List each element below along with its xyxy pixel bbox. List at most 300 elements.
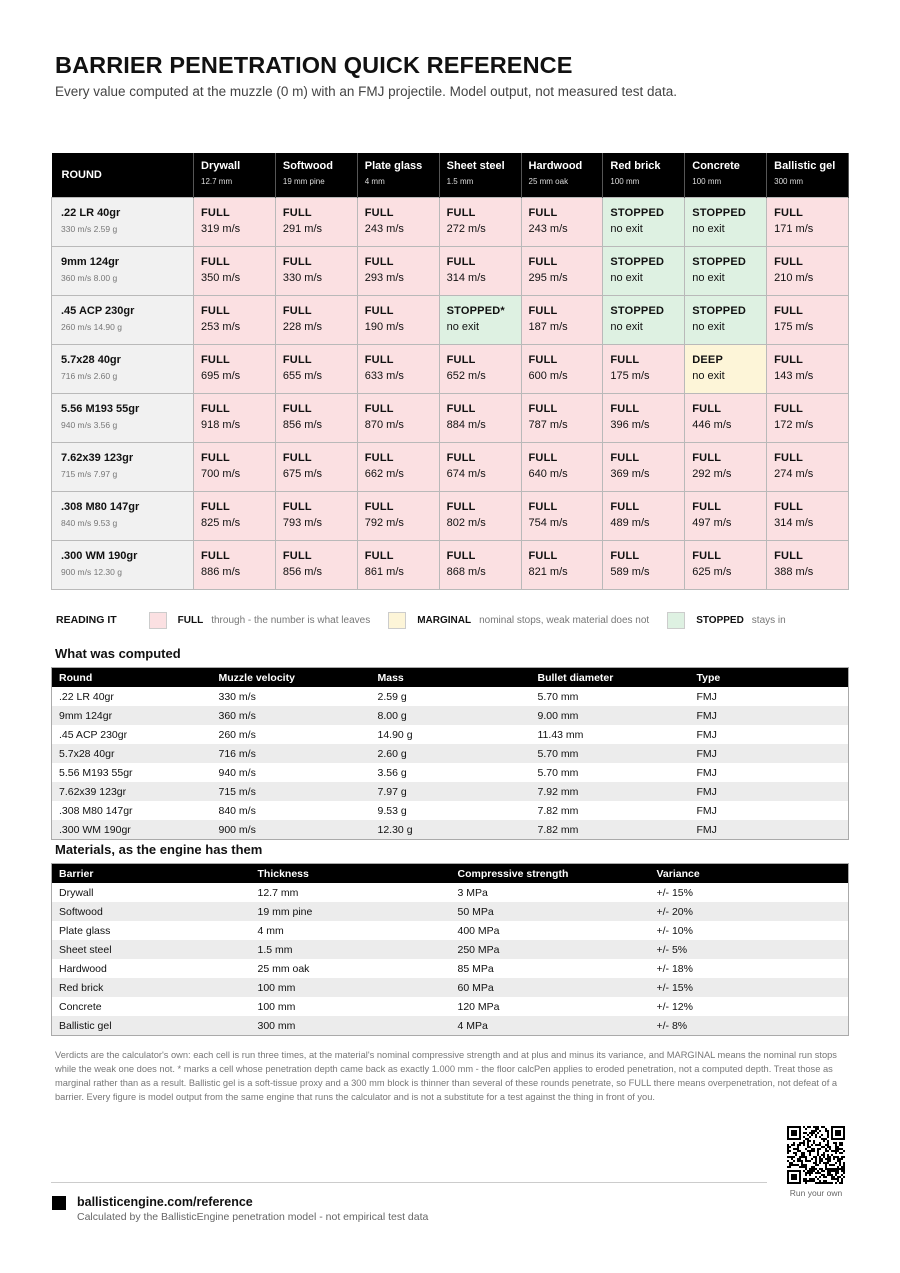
verdict-label: FULL — [610, 402, 640, 415]
exit-value: 652 m/s — [446, 369, 486, 382]
material-spec: 1.5 mm — [446, 177, 474, 186]
exit-value: 243 m/s — [364, 222, 404, 235]
verdict-cell — [767, 393, 849, 442]
verdict-cell — [439, 442, 521, 491]
verdict-cell — [603, 295, 685, 344]
verdict-label: FULL — [528, 255, 558, 268]
exit-value: 489 m/s — [610, 516, 650, 529]
table-cell: 25 mm oak — [257, 962, 310, 975]
exit-value: 190 m/s — [364, 320, 404, 333]
legend-desc-stopped: stays in — [751, 614, 786, 626]
verdict-label: FULL — [364, 255, 394, 268]
verdict-cell — [521, 295, 603, 344]
table-cell: .22 LR 40gr — [59, 690, 114, 703]
verdict-label: FULL — [774, 500, 804, 513]
exit-value: 886 m/s — [201, 565, 241, 578]
material-header — [685, 153, 767, 197]
material-spec: 100 mm — [610, 177, 640, 186]
material-header — [439, 153, 521, 197]
verdict-cell — [603, 491, 685, 540]
column-header: Barrier — [52, 864, 251, 884]
methodology-note: Verdicts are the calculator's own: each cell is run three times, at the material's nominal compressive strength and at plus and minus its variance, and MARGINAL means the nominal run stops while the weak one does not. * marks a cell whose penetration depth came back as exactly 1.000 mm - the floor calcPen applies to eroded penetration, not a computed depth. Treat those as marginal rather than as a result. Ballistic gel is a soft-tissue proxy and a 300 mm block is thinner than several of these rounds penetrate, so FULL there means overpenetration, not defeat of a barrier. Every figure is model output from the same engine that runs the calculator and is not a substitute for a test against the thing in front of you. — [55, 1050, 838, 1102]
verdict-cell — [194, 491, 276, 540]
verdict-cell — [275, 246, 357, 295]
table-cell: Concrete — [59, 1000, 102, 1013]
verdict-label: FULL — [446, 402, 476, 415]
verdict-cell — [275, 295, 357, 344]
table-cell: +/- 18% — [656, 962, 693, 975]
table-cell: 60 MPa — [451, 978, 650, 997]
verdict-cell — [357, 393, 439, 442]
legend — [56, 610, 804, 630]
verdict-label: FULL — [364, 353, 394, 366]
material-spec: 4 mm — [364, 177, 385, 186]
exit-value: 589 m/s — [610, 565, 650, 578]
verdict-label: FULL — [446, 353, 476, 366]
exit-value: 640 m/s — [528, 467, 568, 480]
legend-key-full: FULL — [177, 614, 204, 626]
verdict-cell — [439, 393, 521, 442]
exit-value: 314 m/s — [774, 516, 814, 529]
material-spec: 19 mm pine — [282, 177, 325, 186]
exit-value: 695 m/s — [201, 369, 241, 382]
verdict-label: FULL — [364, 402, 394, 415]
verdict-cell — [767, 344, 849, 393]
matrix-row — [52, 442, 849, 491]
table-row — [52, 997, 849, 1016]
verdict-label: FULL — [610, 451, 640, 464]
round-cell — [52, 197, 194, 246]
verdict-cell — [357, 491, 439, 540]
verdict-label: FULL — [774, 304, 804, 317]
round-name: .45 ACP 230gr — [61, 304, 135, 317]
verdict-cell — [194, 442, 276, 491]
exit-value: 274 m/s — [774, 467, 814, 480]
verdict-label: FULL — [610, 549, 640, 562]
table-row — [52, 883, 849, 902]
verdict-cell — [767, 197, 849, 246]
material-name: Sheet steel — [446, 160, 505, 172]
table-cell: 12.7 mm — [257, 886, 299, 899]
legend-desc-full: through - the number is what leaves — [211, 614, 371, 626]
material-name: Red brick — [610, 160, 661, 172]
exit-value: 861 m/s — [364, 565, 404, 578]
table-cell: FMJ — [696, 690, 717, 703]
column-header: Bullet diameter — [531, 668, 690, 688]
exit-value: 633 m/s — [364, 369, 404, 382]
verdict-cell — [603, 442, 685, 491]
material-name: Ballistic gel — [774, 160, 836, 172]
material-header — [603, 153, 685, 197]
verdict-label: FULL — [774, 206, 804, 219]
material-header — [767, 153, 849, 197]
verdict-label: FULL — [282, 500, 312, 513]
exit-value: 396 m/s — [610, 418, 650, 431]
table-cell: 2.60 g — [371, 744, 531, 763]
exit-value: 870 m/s — [364, 418, 404, 431]
verdict-label: FULL — [446, 500, 476, 513]
table-cell: 330 m/s — [218, 690, 256, 703]
table-cell: 7.97 g — [371, 782, 531, 801]
table-cell: Drywall — [59, 886, 94, 899]
verdict-cell — [685, 393, 767, 442]
table-cell: 940 m/s — [218, 766, 256, 779]
round-cell — [52, 393, 194, 442]
verdict-label: FULL — [201, 206, 230, 219]
table-row — [52, 902, 849, 921]
computed-table — [51, 667, 849, 840]
table-cell: .308 M80 147gr — [59, 804, 133, 817]
table-cell: 360 m/s — [212, 706, 371, 725]
verdict-cell — [767, 491, 849, 540]
exit-value: 825 m/s — [201, 516, 241, 529]
verdict-cell — [275, 540, 357, 589]
verdict-label: FULL — [364, 549, 394, 562]
verdict-cell — [439, 197, 521, 246]
verdict-cell — [685, 295, 767, 344]
verdict-cell — [357, 197, 439, 246]
exit-value: 171 m/s — [774, 222, 814, 235]
verdict-cell — [275, 197, 357, 246]
exit-value: no exit — [692, 369, 725, 382]
verdict-cell — [439, 246, 521, 295]
verdict-label: FULL — [364, 451, 394, 464]
verdict-label: FULL — [201, 451, 230, 464]
exit-value: 793 m/s — [282, 516, 323, 529]
verdict-cell — [194, 197, 276, 246]
exit-value: no exit — [692, 271, 725, 284]
verdict-label: FULL — [446, 255, 476, 268]
exit-value: 856 m/s — [282, 565, 323, 578]
material-spec: 300 mm — [774, 177, 804, 186]
brand-square-icon — [52, 1196, 66, 1210]
table-cell: +/- 12% — [656, 1000, 693, 1013]
verdict-cell — [685, 344, 767, 393]
matrix-row — [52, 344, 849, 393]
material-header — [275, 153, 357, 197]
verdict-label: FULL — [774, 549, 804, 562]
verdict-cell — [194, 344, 276, 393]
verdict-label: STOPPED — [692, 304, 747, 317]
table-cell: 85 MPa — [457, 962, 494, 975]
verdict-cell — [275, 442, 357, 491]
table-cell: +/- 20% — [650, 902, 849, 921]
verdict-label: FULL — [528, 353, 558, 366]
verdict-cell — [521, 197, 603, 246]
computed-heading: What was computed — [55, 646, 181, 661]
table-cell: 3.56 g — [377, 766, 407, 779]
legend-title: READING IT — [56, 614, 117, 626]
verdict-label: FULL — [610, 500, 640, 513]
verdict-label: FULL — [364, 304, 394, 317]
round-cell — [52, 344, 194, 393]
exit-value: no exit — [610, 271, 643, 284]
verdict-cell — [521, 491, 603, 540]
verdict-label: STOPPED — [692, 206, 747, 219]
page-title: BARRIER PENETRATION QUICK REFERENCE — [55, 52, 573, 78]
legend-desc-marginal: nominal stops, weak material does not — [479, 614, 650, 626]
verdict-label: FULL — [282, 402, 312, 415]
table-cell: 5.70 mm — [537, 766, 579, 779]
table-cell: 12.30 g — [371, 820, 531, 840]
footer-divider — [51, 1182, 767, 1183]
material-name: Concrete — [692, 160, 740, 172]
table-cell: 100 mm — [257, 1000, 296, 1013]
penetration-matrix — [51, 153, 849, 590]
verdict-cell — [521, 344, 603, 393]
verdict-label: FULL — [692, 402, 722, 415]
column-header: Thickness — [251, 864, 451, 884]
matrix-corner-header: ROUND — [52, 153, 194, 197]
table-cell: 840 m/s — [218, 804, 256, 817]
table-cell: 9mm 124gr — [52, 706, 212, 725]
verdict-label: FULL — [201, 402, 230, 415]
legend-key-marginal: MARGINAL — [417, 614, 472, 626]
table-cell: 7.92 mm — [531, 782, 690, 801]
table-cell: 3 MPa — [457, 886, 488, 899]
table-cell: 5.7x28 40gr — [52, 744, 212, 763]
exit-value: 802 m/s — [446, 516, 486, 529]
verdict-cell — [767, 540, 849, 589]
round-name: .300 WM 190gr — [61, 549, 138, 562]
exit-value: 291 m/s — [282, 222, 323, 235]
exit-value: 314 m/s — [446, 271, 486, 284]
verdict-label: FULL — [774, 451, 804, 464]
exit-value: 175 m/s — [610, 369, 650, 382]
round-name: .22 LR 40gr — [61, 206, 121, 219]
verdict-label: FULL — [446, 549, 476, 562]
verdict-label: DEEP — [692, 353, 724, 366]
table-cell: .45 ACP 230gr — [59, 728, 128, 741]
table-cell: 1.5 mm — [251, 940, 451, 959]
verdict-label: FULL — [528, 402, 558, 415]
verdict-label: STOPPED — [610, 206, 665, 219]
exit-value: 662 m/s — [364, 467, 404, 480]
exit-value: 792 m/s — [364, 516, 404, 529]
table-row — [52, 744, 849, 763]
round-name: 5.7x28 40gr — [61, 353, 121, 366]
matrix-row — [52, 295, 849, 344]
verdict-label: FULL — [528, 451, 558, 464]
material-name: Plate glass — [364, 160, 423, 172]
matrix-row — [52, 246, 849, 295]
table-cell: FMJ — [690, 782, 849, 801]
verdict-cell — [357, 246, 439, 295]
verdict-cell — [275, 393, 357, 442]
footer-credit: Calculated by the BallisticEngine penetration model - not empirical test data — [77, 1211, 429, 1223]
round-stats: 900 m/s 12.30 g — [61, 566, 122, 577]
verdict-cell — [521, 540, 603, 589]
material-name: Softwood — [282, 160, 333, 172]
exit-value: 884 m/s — [446, 418, 486, 431]
matrix-row — [52, 197, 849, 246]
round-cell — [52, 295, 194, 344]
table-cell: 716 m/s — [212, 744, 371, 763]
column-header: Variance — [650, 864, 849, 884]
table-cell: FMJ — [696, 766, 717, 779]
exit-value: no exit — [692, 222, 725, 235]
verdict-cell — [439, 540, 521, 589]
matrix-row — [52, 540, 849, 589]
verdict-cell — [357, 344, 439, 393]
material-spec: 100 mm — [692, 177, 722, 186]
table-cell: 11.43 mm — [537, 728, 584, 741]
verdict-label: FULL — [282, 304, 312, 317]
verdict-cell — [603, 393, 685, 442]
verdict-label: FULL — [774, 255, 804, 268]
exit-value: 253 m/s — [201, 320, 241, 333]
verdict-cell — [194, 393, 276, 442]
table-cell: 2.59 g — [377, 690, 407, 703]
verdict-label: FULL — [364, 206, 394, 219]
exit-value: 292 m/s — [692, 467, 732, 480]
table-cell: 260 m/s — [218, 728, 256, 741]
verdict-cell — [194, 246, 276, 295]
verdict-cell — [439, 295, 521, 344]
exit-value: 754 m/s — [528, 516, 568, 529]
exit-value: 655 m/s — [282, 369, 323, 382]
verdict-label: FULL — [446, 451, 476, 464]
verdict-cell — [767, 442, 849, 491]
table-row — [52, 687, 849, 706]
verdict-label: FULL — [528, 500, 558, 513]
round-stats: 940 m/s 3.56 g — [61, 419, 118, 430]
exit-value: 272 m/s — [446, 222, 486, 235]
table-cell: 715 m/s — [212, 782, 371, 801]
matrix-row — [52, 491, 849, 540]
exit-value: 295 m/s — [528, 271, 568, 284]
table-row — [52, 801, 849, 820]
verdict-cell — [275, 344, 357, 393]
qr-code-icon[interactable] — [787, 1126, 845, 1184]
verdict-cell — [439, 491, 521, 540]
verdict-label: FULL — [201, 353, 230, 366]
table-cell: 900 m/s — [212, 820, 371, 840]
footer-url-link[interactable]: ballisticengine.com/reference — [77, 1195, 253, 1209]
table-cell: 9.53 g — [377, 804, 407, 817]
table-cell: 7.62x39 123gr — [52, 782, 212, 801]
verdict-cell — [603, 197, 685, 246]
table-cell: .300 WM 190gr — [52, 820, 212, 840]
table-cell: 100 mm — [251, 978, 451, 997]
column-header: Round — [52, 668, 212, 688]
table-cell: 5.70 mm — [531, 744, 690, 763]
round-stats: 840 m/s 9.53 g — [61, 517, 118, 528]
table-cell: 120 MPa — [457, 1000, 500, 1013]
exit-value: 388 m/s — [774, 565, 814, 578]
verdict-cell — [194, 295, 276, 344]
round-name: 9mm 124gr — [61, 255, 120, 268]
exit-value: 856 m/s — [282, 418, 323, 431]
verdict-label: FULL — [692, 500, 722, 513]
verdict-cell — [357, 442, 439, 491]
table-row — [52, 921, 849, 940]
table-cell: FMJ — [690, 744, 849, 763]
table-cell: 7.82 mm — [537, 804, 579, 817]
verdict-label: FULL — [282, 549, 312, 562]
round-cell — [52, 540, 194, 589]
verdict-label: FULL — [774, 402, 804, 415]
exit-value: no exit — [692, 320, 725, 333]
exit-value: 497 m/s — [692, 516, 732, 529]
verdict-label: FULL — [446, 206, 476, 219]
table-cell: 8.00 g — [371, 706, 531, 725]
material-spec: 12.7 mm — [201, 177, 233, 186]
table-cell: 4 MPa — [451, 1016, 650, 1036]
verdict-label: STOPPED* — [446, 304, 505, 317]
exit-value: 700 m/s — [201, 467, 241, 480]
table-cell: 19 mm pine — [251, 902, 451, 921]
table-cell: Red brick — [52, 978, 251, 997]
exit-value: 319 m/s — [201, 222, 241, 235]
table-cell: FMJ — [696, 728, 717, 741]
exit-value: 787 m/s — [528, 418, 568, 431]
round-name: 5.56 M193 55gr — [61, 402, 140, 415]
table-row — [52, 763, 849, 782]
verdict-cell — [521, 393, 603, 442]
verdict-cell — [439, 344, 521, 393]
exit-value: 210 m/s — [774, 271, 814, 284]
verdict-cell — [603, 344, 685, 393]
exit-value: 228 m/s — [282, 320, 323, 333]
verdict-cell — [685, 491, 767, 540]
table-cell: +/- 10% — [656, 924, 693, 937]
verdict-cell — [357, 295, 439, 344]
exit-value: 821 m/s — [528, 565, 568, 578]
verdict-label: FULL — [364, 500, 394, 513]
table-cell: 400 MPa — [457, 924, 500, 937]
table-cell: +/- 15% — [650, 978, 849, 997]
legend-swatch-marginal — [388, 612, 406, 629]
verdict-label: FULL — [610, 353, 640, 366]
exit-value: no exit — [446, 320, 480, 333]
round-stats: 716 m/s 2.60 g — [61, 370, 118, 381]
verdict-cell — [603, 540, 685, 589]
round-name: .308 M80 147gr — [61, 500, 140, 513]
verdict-label: FULL — [692, 549, 722, 562]
exit-value: 175 m/s — [774, 320, 814, 333]
material-header — [194, 153, 276, 197]
verdict-cell — [194, 540, 276, 589]
materials-table — [51, 863, 849, 1036]
table-cell: 14.90 g — [377, 728, 413, 741]
page-subtitle: Every value computed at the muzzle (0 m) with an FMJ projectile. Model output, not measured test data. — [55, 84, 678, 99]
table-row — [52, 706, 849, 725]
qr-caption: Run your own — [789, 1188, 843, 1198]
matrix-row — [52, 393, 849, 442]
verdict-cell — [357, 540, 439, 589]
legend-swatch-stopped — [667, 612, 685, 629]
round-name: 7.62x39 123gr — [61, 451, 134, 464]
round-cell — [52, 491, 194, 540]
legend-key-stopped: STOPPED — [696, 614, 744, 626]
table-cell: 250 MPa — [451, 940, 650, 959]
exit-value: no exit — [610, 320, 643, 333]
round-stats: 360 m/s 8.00 g — [61, 272, 118, 283]
table-cell: Hardwood — [59, 962, 107, 975]
exit-value: 293 m/s — [364, 271, 404, 284]
verdict-label: FULL — [282, 353, 312, 366]
table-row — [52, 940, 849, 959]
table-cell: Softwood — [52, 902, 251, 921]
verdict-label: FULL — [201, 549, 230, 562]
exit-value: 369 m/s — [610, 467, 650, 480]
table-cell: FMJ — [696, 804, 717, 817]
verdict-label: FULL — [692, 451, 722, 464]
table-cell: Plate glass — [59, 924, 111, 937]
exit-value: 350 m/s — [201, 271, 241, 284]
verdict-label: FULL — [774, 353, 804, 366]
